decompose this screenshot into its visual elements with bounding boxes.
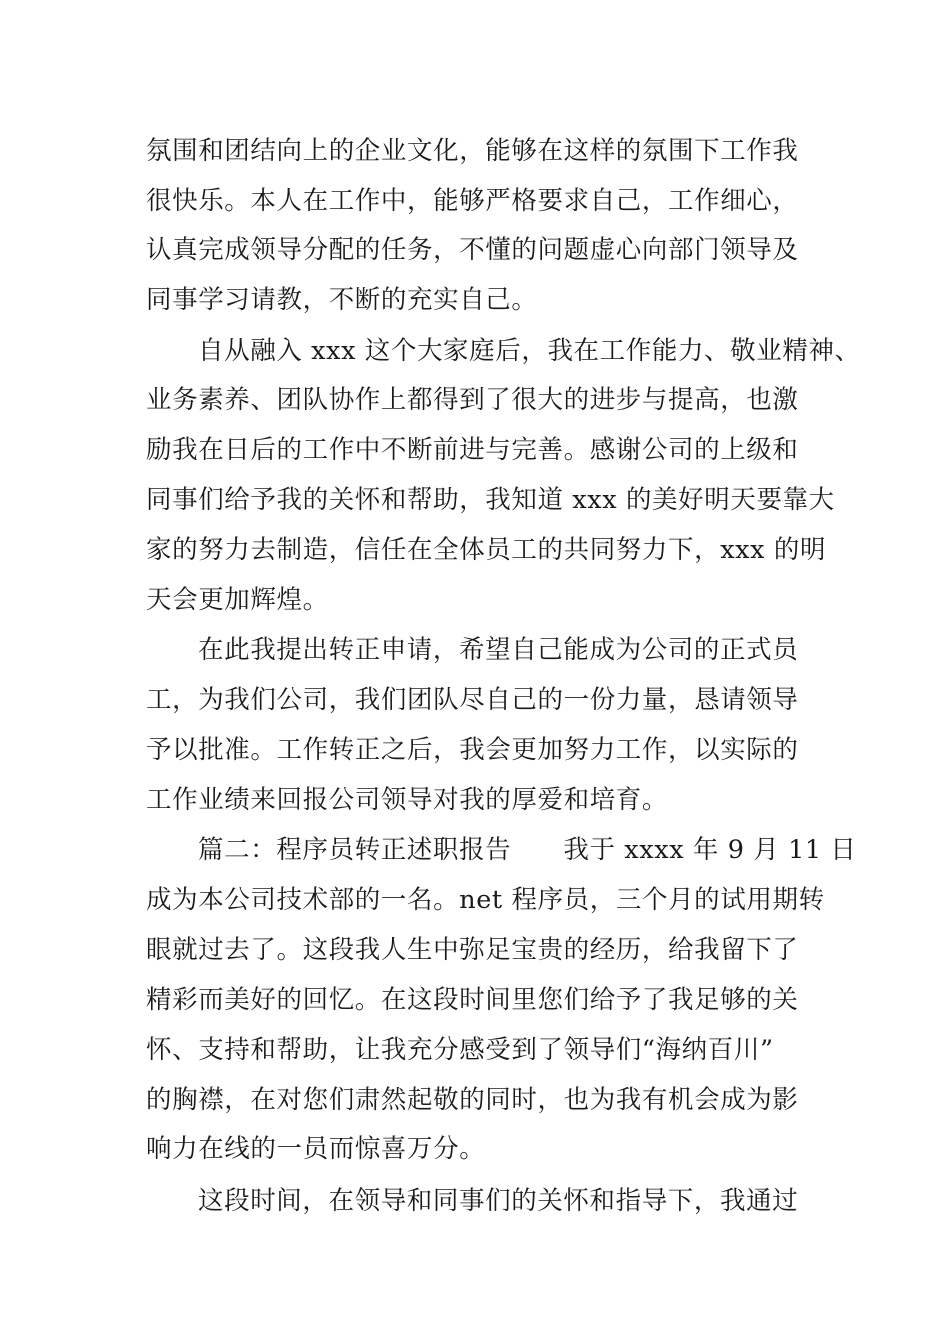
- text-line: 家的努力去制造，信任在全体员工的共同努力下，xxx 的明: [146, 535, 827, 565]
- text-line: 认真完成领导分配的任务，不懂的问题虚心向部门领导及: [146, 235, 799, 265]
- paragraph-start-line: 自从融入 xxx 这个大家庭后，我在工作能力、敬业精神、: [198, 336, 861, 366]
- text-line: 很快乐。本人在工作中，能够严格要求自己，工作细心，: [146, 186, 799, 216]
- text-line: 响力在线的一员而惊喜万分。: [146, 1134, 486, 1164]
- text-line: 天会更加辉煌。: [146, 585, 329, 615]
- paragraph-start-line: 这段时间，在领导和同事们的关怀和指导下，我通过: [198, 1186, 799, 1216]
- text-line: 氛围和团结向上的企业文化，能够在这样的氛围下工作我: [146, 136, 799, 166]
- text-line: 工作业绩来回报公司领导对我的厚爱和培育。: [146, 785, 669, 815]
- text-line: 同事学习请教，不断的充实自己。: [146, 285, 538, 315]
- text-line: 业务素养、团队协作上都得到了很大的进步与提高，也激: [146, 385, 799, 415]
- text-line: 工，为我们公司，我们团队尽自己的一份力量，恳请领导: [146, 685, 799, 715]
- text-line: 眼就过去了。这段我人生中弥足宝贵的经历，给我留下了: [146, 935, 799, 965]
- text-line: 怀、支持和帮助，让我充分感受到了领导们“海纳百川”: [146, 1035, 774, 1065]
- section-heading-line: 篇二：程序员转正述职报告 我于 xxxx 年 9 月 11 日: [198, 835, 857, 865]
- text-line: 励我在日后的工作中不断前进与完善。感谢公司的上级和: [146, 435, 799, 465]
- paragraph-start-line: 在此我提出转正申请，希望自己能成为公司的正式员: [198, 635, 799, 665]
- text-line: 成为本公司技术部的一名。net 程序员，三个月的试用期转: [146, 885, 825, 915]
- text-line: 的胸襟，在对您们肃然起敬的同时，也为我有机会成为影: [146, 1085, 799, 1115]
- text-line: 予以批准。工作转正之后，我会更加努力工作，以实际的: [146, 735, 799, 765]
- text-line: 精彩而美好的回忆。在这段时间里您们给予了我足够的关: [146, 985, 799, 1015]
- text-line: 同事们给予我的关怀和帮助，我知道 xxx 的美好明天要靠大: [146, 485, 835, 515]
